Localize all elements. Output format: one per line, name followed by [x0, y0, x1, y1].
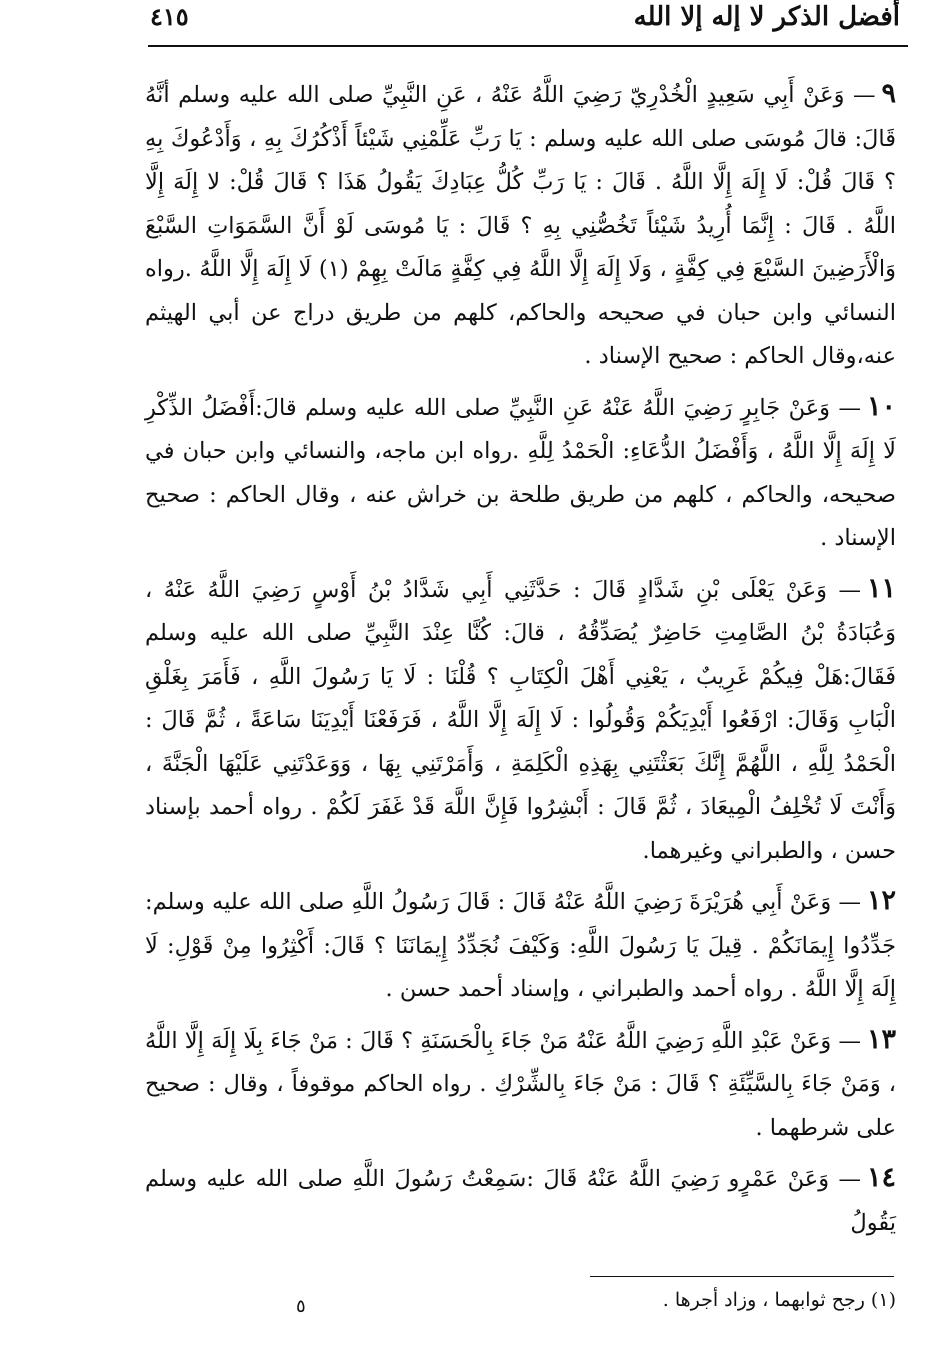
hadith-paragraph — [145, 879, 896, 1012]
hadith-paragraph — [145, 1156, 896, 1245]
hadith-text: — وَعَنْ عَمْرٍو رَضِيَ اللَّهُ عَنْهُ قَالَ :سَمِعْتُ رَسُولَ اللَّهِ صلى الله عليه وسلم يَقُولُ — [145, 1166, 896, 1236]
hadith-text: — وَعَنْ أَبِي هُرَيْرَةَ رَضِيَ اللَّهُ عَنْهُ قَالَ : قَالَ رَسُولُ اللَّهِ صلى الله عليه وسلم: جَدِّدُوا إِيمَانَكُمْ . قِيلَ يَا رَسُولَ اللَّهِ: وَكَيْفَ نُجَدِّدُ إِيمَانَنَا ؟ قَالَ: أَكْثِرُوا مِنْ قَوْلِ: لَا إِلَهَ إِلَّا اللَّهُ . رواه أحمد والطبراني ، وإسناد أحمد حسن . — [145, 889, 896, 1002]
body-text — [145, 72, 896, 1251]
hadith-number: ١٤ — [866, 1162, 896, 1193]
hadith-number: ١١ — [866, 572, 896, 604]
hadith-number: ١٣ — [866, 1023, 896, 1055]
hadith-paragraph — [145, 567, 896, 874]
hadith-number: ١٢ — [866, 885, 896, 916]
footnote: (١) رجح ثوابهما ، وزاد أجرها . — [662, 1289, 896, 1311]
hadith-text: — وَعَنْ يَعْلَى بْنِ شَدَّادٍ قَالَ : حَدَّثَنِي أَبِي شَدَّادُ بْنُ أَوْسٍ رَضِيَ اللَّهُ عَنْهُ ، وَعُبَادَةُ بْنُ الصَّامِتِ حَاضِرٌ يُصَدِّقُهُ ، قالَ: كُنَّا عِنْدَ النَّبِيِّ صلى الله عليه وسلم فَقَالَ:هَلْ فِيكُمْ غَرِيبٌ ، يَعْنِي أَهْلَ الْكِتَابِ ؟ قُلْنَا : لَا يَا رَسُولَ اللَّهِ ، فَأَمَرَ بِغَلْقِ الْبَابِ وَقَالَ: ارْفَعُوا أَيْدِيَكُمْ وَقُولُوا : لَا إِلَهَ إِلَّا اللَّهُ ، فَرَفَعْنَا أَيْدِيَنَا سَاعَةً ، ثُمَّ قَالَ : الْحَمْدُ لِلَّهِ ، اللَّهُمَّ إِنَّكَ بَعَثْتَنِي بِهَذِهِ الْكَلِمَةِ ، وَأَمَرْتَنِي بِهَا ، وَوَعَدْتَنِي عَلَيْهَا الْجَنَّةَ ، وَأَنْتَ لَا تُخْلِفُ الْمِيعَادَ ، ثُمَّ قَالَ : أَبْشِرُوا فَإِنَّ اللَّهَ قَدْ غَفَرَ لَكُمْ . رواه أحمد بإسناد حسن ، والطبراني وغيرهما. — [145, 576, 896, 864]
hadith-text: — وَعَنْ عَبْدِ اللَّهِ رَضِيَ اللَّهُ عَنْهُ مَنْ جَاءَ بِالْحَسَنَةِ ؟ قَالَ : مَنْ جَاءَ بِلَا إِلَهَ إِلَّا اللَّهُ ، وَمَنْ جَاءَ بِالسَّيِّئَةِ ؟ قَالَ : مَنْ جَاءَ بِالشِّرْكِ . رواه الحاكم موقوفاً ، وقال : صحيح على شرطهما . — [145, 1027, 896, 1141]
hadith-paragraph — [145, 385, 896, 561]
page-header — [150, 0, 900, 50]
footnote-rule — [590, 1276, 894, 1277]
hadith-number: ١٠ — [866, 390, 896, 422]
hadith-text: — وَعَنْ جَابِرٍ رَضِيَ اللَّهُ عَنْهُ عَنِ النَّبِيِّ صلى الله عليه وسلم قالَ:أَفْضَلُ الذِّكْرِ لَا إِلَهَ إِلَّا اللَّهُ ، وَأَفْضَلُ الدُّعَاءِ: الْحَمْدُ لِلَّهِ .رواه ابن ماجه، والنسائي وابن حبان في صحيحه، والحاكم ، كلهم من طريق طلحة بن خراش عنه ، وقال الحاكم : صحيح الإسناد . — [145, 394, 896, 551]
running-title: أفضل الذكر لا إله إلا الله — [633, 2, 900, 32]
hadith-text: — وَعَنْ أَبِي سَعِيدٍ الْخُدْرِيّ رَضِيَ اللَّهُ عَنْهُ ، عَنِ النَّبِيِّ صلى الله عليه وسلم أنَّهُ قَالَ: قالَ مُوسَى صلى الله عليه وسلم : يَا رَبِّ عَلِّمْنِي شَيْئاً أَذْكُرُكَ بِهِ ، وَأَدْعُوكَ بِهِ ؟ قَالَ قُلْ: لَا إِلَهَ إِلَّا اللَّهُ . قَالَ : يَا رَبِّ كُلُّ عِبَادِكَ يَقُولُ هَذَا ؟ قَالَ قُلْ: لا إِلَهَ إِلَّا اللَّهُ . قَالَ : إِنَّمَا أُرِيدُ شَيْئاً تَخُصُّنِي بِهِ ؟ قَالَ : يَا مُوسَى لَوْ أَنَّ السَّمَوَاتِ السَّبْعَ وَالْأَرَضِينَ السَّبْعَ فِي كِفَّةٍ ، وَلَا إِلَهَ إِلَّا اللَّهُ فِي كِفَّةٍ مَالَتْ بِهِمْ (١) لَا إِلَهَ إِلَّا اللَّهُ .رواه النسائي وابن حبان في صحيحه والحاكم، كلهم من طريق دراج عن أبي الهيثم عنه،وقال الحاكم : صحيح الإسناد . — [145, 82, 896, 369]
page-number: ٤١٥ — [150, 2, 189, 31]
hadith-paragraph — [145, 72, 896, 379]
footer-mark: ٥ — [296, 1296, 306, 1317]
header-rule — [148, 45, 908, 47]
hadith-number: ٩ — [881, 78, 896, 109]
hadith-paragraph — [145, 1018, 896, 1151]
